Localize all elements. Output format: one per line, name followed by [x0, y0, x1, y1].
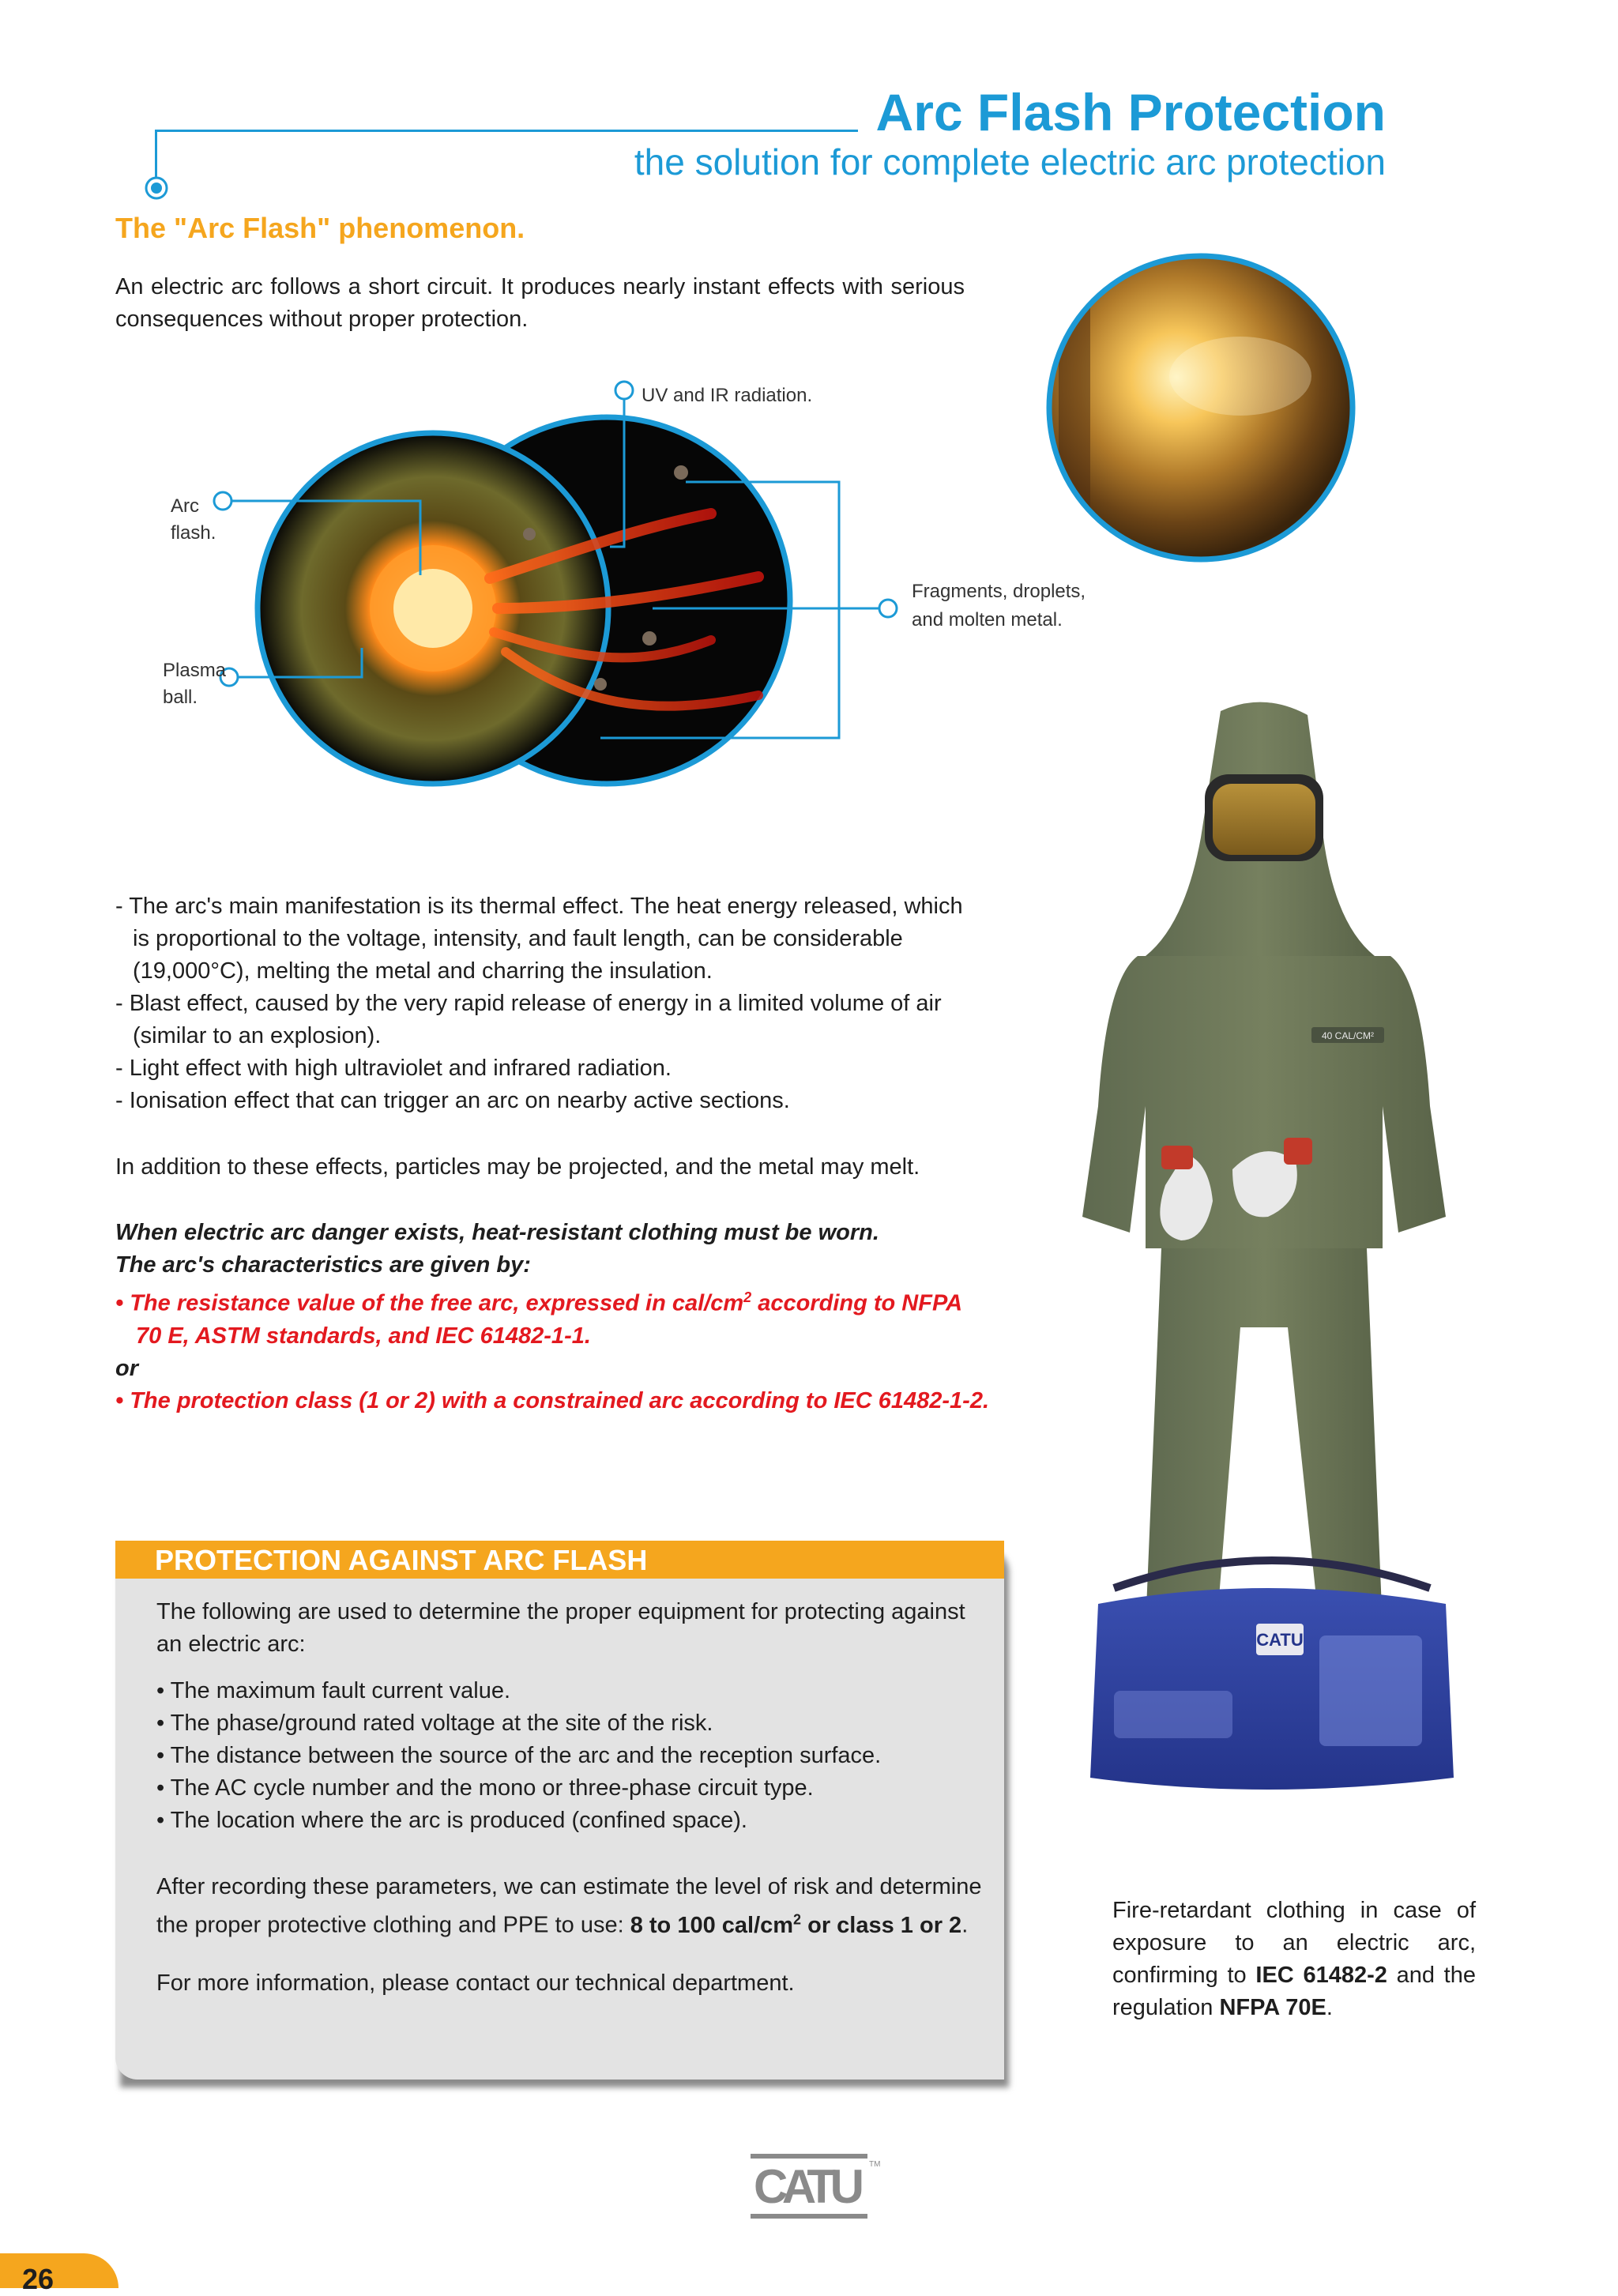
page-number: 26 [22, 2263, 55, 2295]
requirement-line: When electric arc danger exists, heat-resistant clothing must be worn. [115, 1220, 879, 1245]
effect-line: (similar to an explosion). [133, 1023, 382, 1048]
label-arc-flash-2: flash. [171, 522, 216, 544]
effect-line: is proportional to the voltage, intensity, and fault length, can be considerable [133, 926, 903, 951]
suit-rating-tag: 40 CAL/CM² [1321, 1030, 1375, 1041]
arc-flash-diagram [158, 371, 1106, 814]
arc-flash-suit-photo [1051, 695, 1477, 1865]
info-box-conclusion: After recording these parameters, we can estimate the level of risk and determine the proper protective clothing and PPE to use: 8 to 100 cal/$cm^2$ or class 1 or 2. [156, 1874, 982, 1938]
page-number-tab [0, 2253, 119, 2288]
effects-list [115, 890, 965, 1117]
effect-line: - The arc's main manifestation is its thermal effect. The heat energy released, which [115, 894, 963, 919]
label-fragments-1: Fragments, droplets, [912, 581, 1086, 602]
label-fragments-2: and molten metal. [912, 609, 1063, 630]
info-box-intro: The following are used to determine the proper equipment for protecting against an electric arc: [156, 1599, 965, 1657]
suit-caption: Fire-retardant clothing in case of exposure to an electric arc, confirming to IEC 61482-2 and the regulation NFPA 70E. [1112, 1898, 1476, 2020]
catu-logo [751, 2154, 881, 2219]
requirement-line: 70 E, ASTM standards, and IEC 61482-1-1. [136, 1323, 591, 1349]
protection-info-box [115, 1541, 1004, 2080]
list-item: • The maximum fault current value. [156, 1678, 511, 1703]
list-item: • The phase/ground rated voltage at the site of the risk. [156, 1711, 713, 1736]
header-dot-icon [144, 175, 169, 201]
bag-logo: CATU [1256, 1630, 1304, 1650]
logo-text: CATU [754, 2160, 864, 2213]
requirement-or: or [115, 1355, 138, 1381]
page-subtitle: the solution for complete electric arc protection [634, 141, 1386, 183]
label-plasma-ball-2: ball. [163, 687, 198, 708]
requirement-line: The arc's characteristics are given by: [115, 1252, 531, 1278]
header-rule [155, 130, 858, 132]
requirement-constrained-arc: • The protection class (1 or 2) with a constrained arc according to IEC 61482-1-2. [115, 1387, 990, 1413]
page-title: Arc Flash Protection [875, 83, 1386, 141]
clothing-requirement [115, 1217, 1016, 1417]
effect-line: - Light effect with high ultraviolet and infrared radiation. [115, 1056, 672, 1081]
info-box-contact: For more information, please contact our technical department. [156, 1970, 795, 1996]
list-item: • The location where the arc is produced (confined space). [156, 1808, 747, 1833]
info-box-title: PROTECTION AGAINST ARC FLASH [155, 1544, 648, 1576]
label-arc-flash-1: Arc [171, 495, 199, 517]
particles-note: In addition to these effects, particles may be projected, and the metal may melt. [115, 1154, 920, 1180]
intro-paragraph: An electric arc follows a short circuit. It produces nearly instant effects with serious consequences without proper protection. [115, 274, 965, 332]
requirement-free-arc: • The resistance value of the free arc, expressed in cal/$cm^2$ according to NFPA [115, 1289, 963, 1316]
label-uv-ir: UV and IR radiation. [642, 385, 813, 406]
logo-tm: TM [869, 2160, 881, 2169]
list-item: • The distance between the source of the arc and the reception surface. [156, 1743, 882, 1768]
arc-flash-photo [1043, 250, 1359, 566]
info-box-list [156, 1675, 986, 1837]
effect-line: - Ionisation effect that can trigger an arc on nearby active sections. [115, 1088, 790, 1113]
effect-line: (19,000°C), melting the metal and charring the insulation. [133, 958, 713, 984]
section-heading: The "Arc Flash" phenomenon. [115, 212, 525, 244]
list-item: • The AC cycle number and the mono or three-phase circuit type. [156, 1775, 814, 1801]
effect-line: - Blast effect, caused by the very rapid release of energy in a limited volume of air [115, 991, 942, 1016]
header-rule-vertical [155, 130, 157, 182]
label-plasma-ball-1: Plasma [163, 660, 227, 681]
